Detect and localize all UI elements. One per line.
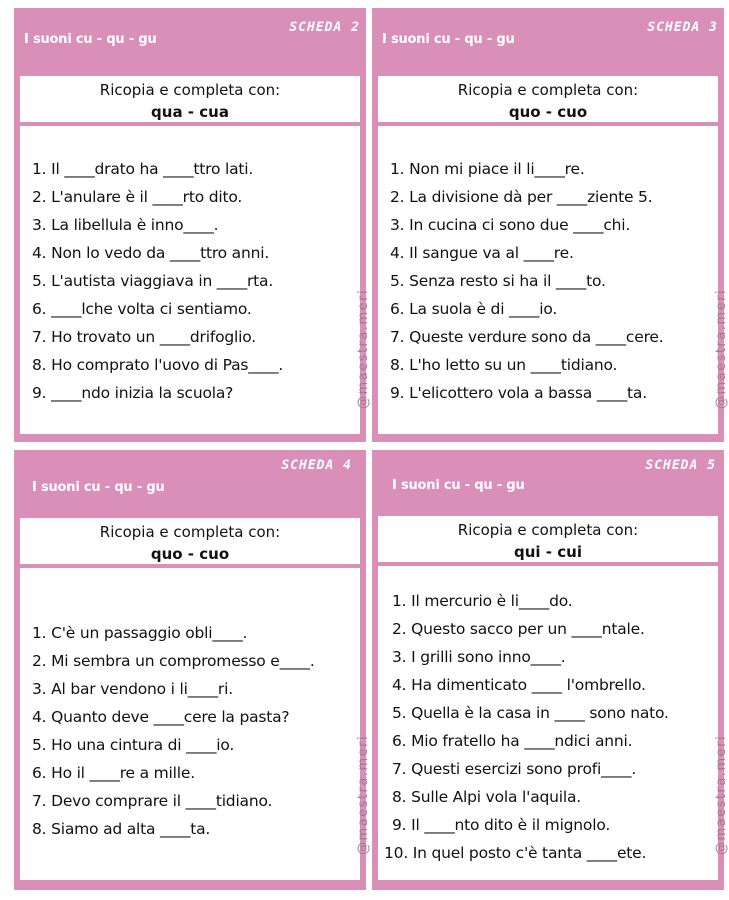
- watermark: [702, 288, 729, 424]
- watermark: [344, 734, 371, 870]
- exercise-item: 4. Quanto deve ____cere la pasta?: [32, 708, 290, 726]
- watermark-text: @maestra.meri: [714, 734, 729, 855]
- card-title: I suoni cu - qu - gu: [32, 480, 165, 495]
- exercise-item: 8. Siamo ad alta ____ta.: [32, 820, 211, 838]
- exercise-item: 7. Questi esercizi sono profi____.: [392, 760, 637, 778]
- card-header: [372, 450, 724, 520]
- card-header: [372, 8, 724, 78]
- exercise-item: 7. Ho trovato un ____drifoglio.: [32, 328, 256, 346]
- exercise-item: 7. Queste verdure sono da ____cere.: [390, 328, 664, 346]
- instruction-options: quo - cuo: [150, 545, 230, 563]
- instruction-options: quo - cuo: [508, 103, 588, 121]
- card-number: SCHEDA 4: [281, 458, 352, 473]
- exercise-item: 5. Quella è la casa in ____ sono nato.: [392, 704, 669, 722]
- card-number: SCHEDA 2: [289, 20, 360, 35]
- worksheet-card-scheda-3: [372, 8, 729, 442]
- exercise-item: 3. In cucina ci sono due ____chi.: [390, 216, 631, 234]
- exercise-item: 4. Il sangue va al ____re.: [390, 244, 574, 262]
- card-header: [14, 8, 366, 78]
- exercise-list: [32, 126, 332, 434]
- instruction-box: [378, 76, 718, 122]
- worksheet-card-scheda-4: [14, 450, 371, 890]
- watermark: [702, 734, 729, 870]
- exercise-item: 8. Sulle Alpi vola l'aquila.: [392, 788, 581, 806]
- exercise-item: 6. La suola è di ____io.: [390, 300, 558, 318]
- exercise-item: 2. La divisione dà per ____ziente 5.: [390, 188, 653, 206]
- exercise-item: 1. Non mi piace il li____re.: [390, 160, 585, 178]
- instruction-box: [20, 76, 360, 122]
- exercise-list: [384, 566, 690, 880]
- worksheet-card-scheda-5: [372, 450, 729, 890]
- exercise-item: 4. Ha dimenticato ____ l'ombrello.: [392, 676, 646, 694]
- exercise-item: 10. In quel posto c'è tanta ____ete.: [384, 844, 647, 862]
- exercise-item: 6. Ho il ____re a mille.: [32, 764, 195, 782]
- exercise-list: [32, 568, 332, 880]
- exercise-box: [20, 568, 371, 880]
- watermark: [344, 288, 371, 424]
- instruction-options: qua - cua: [151, 103, 229, 121]
- exercise-item: 1. Il mercurio è li____do.: [392, 592, 573, 610]
- exercise-list: [390, 126, 690, 434]
- instruction-text: Ricopia e completa con:: [457, 521, 639, 539]
- exercise-item: 2. L'anulare è il ____rto dito.: [32, 188, 243, 206]
- exercise-item: 1. C'è un passaggio obli____.: [32, 624, 248, 642]
- exercise-item: 2. Mi sembra un compromesso e____.: [32, 652, 315, 670]
- exercise-item: 6. ____lche volta ci sentiamo.: [32, 300, 252, 318]
- instruction-text: Ricopia e completa con:: [99, 81, 281, 99]
- exercise-box: [20, 126, 371, 434]
- exercise-item: 5. L'autista viaggiava in ____rta.: [32, 272, 274, 290]
- exercise-item: 8. Ho comprato l'uovo di Pas____.: [32, 356, 284, 374]
- exercise-item: 3. La libellula è inno____.: [32, 216, 219, 234]
- worksheet-card-scheda-2: [14, 8, 371, 442]
- card-title: I suoni cu - qu - gu: [382, 32, 515, 47]
- exercise-item: 2. Questo sacco per un ____ntale.: [392, 620, 645, 638]
- card-title: I suoni cu - qu - gu: [24, 32, 157, 47]
- exercise-item: 1. Il ____drato ha ____ttro lati.: [32, 160, 254, 178]
- exercise-item: 8. L'ho letto su un ____tidiano.: [390, 356, 618, 374]
- exercise-item: 5. Senza resto si ha il ____to.: [390, 272, 606, 290]
- exercise-item: 9. ____ndo inizia la scuola?: [32, 384, 234, 402]
- instruction-box: [20, 518, 360, 564]
- instruction-box: [378, 516, 718, 562]
- card-number: SCHEDA 5: [645, 458, 716, 473]
- instruction-text: Ricopia e completa con:: [99, 523, 281, 541]
- exercise-item: 7. Devo comprare il ____tidiano.: [32, 792, 273, 810]
- watermark-text: @maestra.meri: [356, 288, 371, 409]
- card-number: SCHEDA 3: [647, 20, 718, 35]
- instruction-text: Ricopia e completa con:: [457, 81, 639, 99]
- watermark-text: @maestra.meri: [356, 734, 371, 855]
- card-title: I suoni cu - qu - gu: [392, 478, 525, 493]
- watermark-text: @maestra.meri: [714, 288, 729, 409]
- exercise-item: 5. Ho una cintura di ____io.: [32, 736, 235, 754]
- exercise-item: 6. Mio fratello ha ____ndici anni.: [392, 732, 633, 750]
- exercise-box: [378, 566, 729, 880]
- instruction-options: qui - cui: [514, 543, 582, 561]
- exercise-item: 9. Il ____nto dito è il mignolo.: [392, 816, 611, 834]
- exercise-item: 3. Al bar vendono i li____ri.: [32, 680, 233, 698]
- exercise-box: [378, 126, 729, 434]
- card-header: [14, 450, 366, 520]
- exercise-item: 4. Non lo vedo da ____ttro anni.: [32, 244, 270, 262]
- exercise-item: 9. L'elicottero vola a bassa ____ta.: [390, 384, 647, 402]
- exercise-item: 3. I grilli sono inno____.: [392, 648, 566, 666]
